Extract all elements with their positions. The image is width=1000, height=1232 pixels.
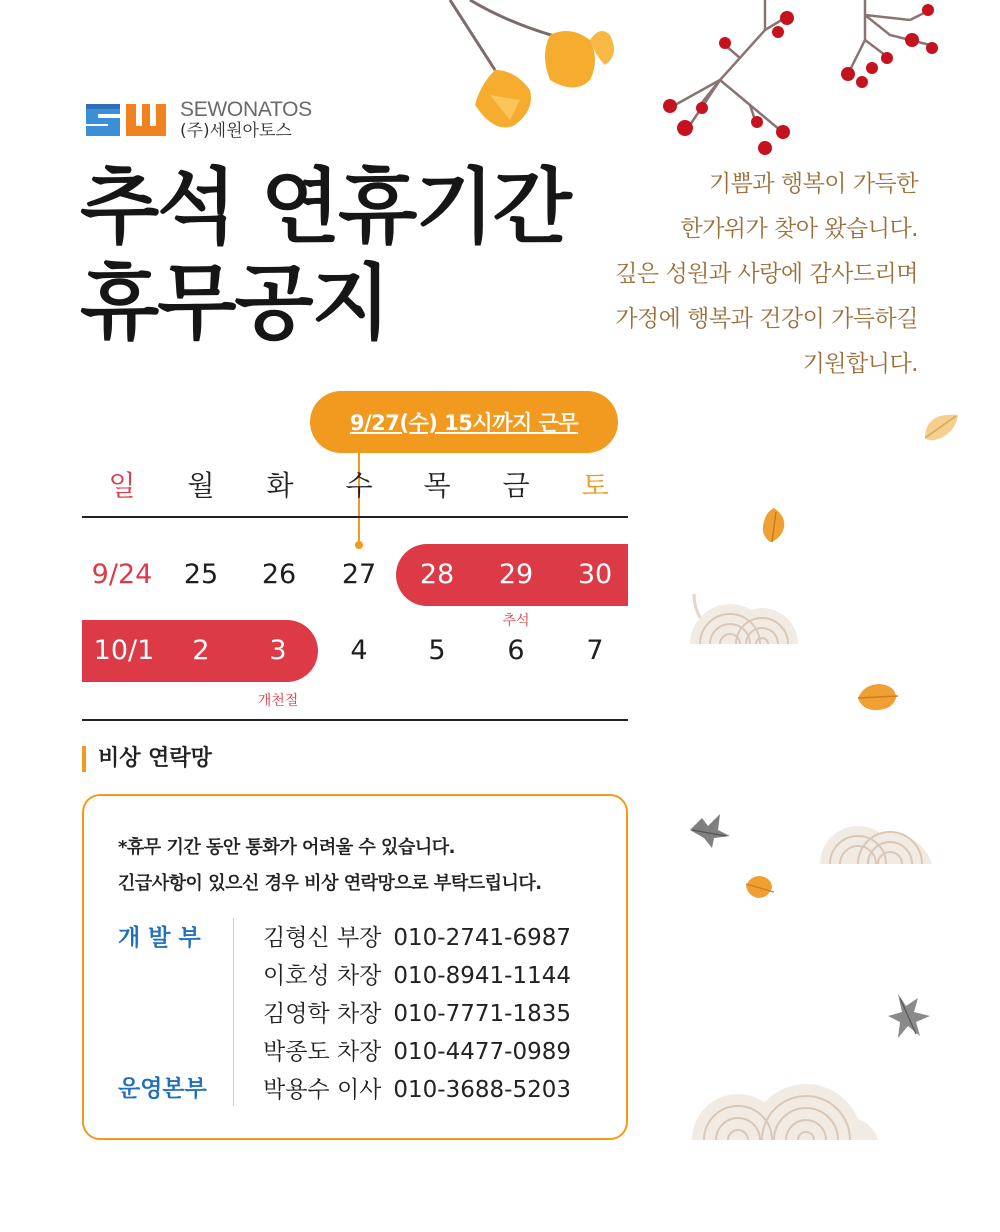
falling-leaf-icon [920,410,960,444]
calendar-day: 5 [428,635,446,666]
calendar-day: 6 [507,635,525,666]
calendar-day-holiday: 28 [419,559,455,590]
weekday-wednesday: 수 [345,469,373,502]
section-accent-bar [82,746,86,772]
contact-name: 박용수 이사 [263,1077,382,1103]
contact-row [263,1071,571,1109]
greeting-line: 가정에 행복과 건강이 가득하길 [615,306,918,332]
falling-leaf-icon [854,680,900,714]
calendar-day: 25 [183,559,219,590]
logo-sw-icon [80,96,172,144]
calendar-day-holiday: 10/1 [93,635,155,666]
logo-english-name: SEWONATOS [180,98,312,122]
greeting-line: 한가위가 찾아 왔습니다. [680,216,918,242]
cloud-pattern-icon [690,1072,880,1140]
calendar-day: 7 [586,635,604,666]
emergency-note [118,830,542,902]
calendar-day-holiday: 29 [498,559,534,590]
contact-row [263,919,571,957]
falling-leaf-icon [756,506,792,546]
logo-korean-name: (주)세원아토스 [180,121,292,142]
cloud-pattern-icon [686,586,802,644]
holiday-label-gaecheonjeol: 개천절 [257,693,299,709]
falling-leaf-icon [884,990,934,1042]
contact-name: 박종도 차장 [263,1039,382,1065]
contact-phone[interactable]: 010-4477-0989 [393,1039,571,1065]
contact-name: 김영학 차장 [263,1001,382,1027]
weekday-saturday: 토 [581,469,609,502]
weekday-monday: 월 [187,469,215,502]
falling-leaf-icon [742,872,776,902]
contact-phone[interactable]: 010-8941-1144 [393,963,571,989]
greeting-message [615,162,918,387]
title-line-2: 휴무공지 [80,256,389,351]
weekday-thursday: 목 [423,469,451,502]
emergency-section-title: 비상 연락망 [98,746,212,771]
holiday-label-chuseok: 추석 [502,613,530,629]
weekday-sunday: 일 [108,469,136,502]
dept-dev-label: 개 발 부 [118,925,201,951]
falling-leaf-icon [686,810,732,850]
dept-ops-label: 운영본부 [118,1076,207,1102]
cloud-pattern-icon [818,800,934,864]
calendar-top-rule [82,516,628,518]
contact-phone[interactable]: 010-2741-6987 [393,925,571,951]
page-title [80,160,570,352]
note-line: 긴급사항이 있으신 경우 비상 연락망으로 부탁드립니다. [118,873,542,894]
contact-phone[interactable]: 010-7771-1835 [393,1001,571,1027]
company-logo [80,95,312,145]
weekday-friday: 금 [502,469,530,502]
calendar-day-holiday: 2 [192,635,210,666]
greeting-line: 기원합니다. [802,351,918,377]
calendar-day-holiday: 3 [269,635,287,666]
calendar-day: 27 [341,559,377,590]
calendar-day-holiday: 30 [577,559,613,590]
contact-row [263,995,571,1033]
calendar-day: 9/24 [91,559,153,590]
contact-divider [233,918,234,1106]
work-until-callout: 9/27(수) 15시까지 근무 [310,391,618,453]
berry-branch-icon [660,0,960,160]
weekday-tuesday: 화 [266,469,294,502]
note-line: *휴무 기간 동안 통화가 어려울 수 있습니다. [118,837,455,858]
contact-row [263,957,571,995]
ginkgo-branch-icon [440,0,640,140]
contact-name: 김형신 부장 [263,925,382,951]
greeting-line: 깊은 성원과 사랑에 감사드리며 [615,261,918,287]
contact-row [263,1033,571,1071]
calendar-bottom-rule [82,719,628,721]
greeting-line: 기쁨과 행복이 가득한 [708,171,918,197]
calendar-day: 4 [350,635,368,666]
contact-phone[interactable]: 010-3688-5203 [393,1077,571,1103]
title-line-1: 추석 연휴기간 [80,160,570,255]
contact-name: 이호성 차장 [263,963,382,989]
calendar-day: 26 [261,559,297,590]
